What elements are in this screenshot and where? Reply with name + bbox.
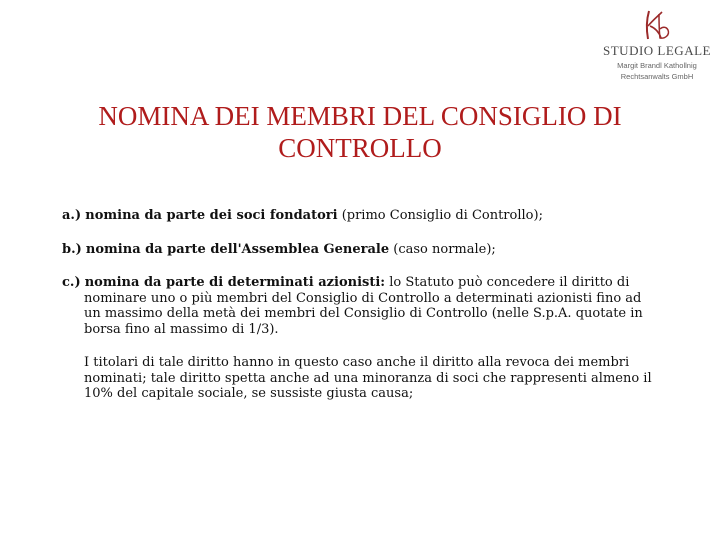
list-item-marker: a.) <box>62 208 82 223</box>
list-item-lead: nomina da parte di determinati azionisti: <box>84 275 386 290</box>
list-item-marker: c.) <box>62 275 81 290</box>
list-item-text: lo Statuto può concedere il diritto di nominare uno o più membri del Consiglio di Controllo a determinati azionisti fino ad un massimo della metà dei membri del Consiglio di Controllo (nelle S.p.A. quotate in borsa fino al massimo di 1/3). <box>84 275 643 337</box>
page-title <box>40 100 680 164</box>
list-item-lead: nomina da parte dei soci fondatori <box>85 208 338 223</box>
note-paragraph: I titolari di tale diritto hanno in questo caso anche il diritto alla revoca dei membri nominati; tale diritto spetta anche ad una minoranza di soci che rappresenti almeno il 10% del capitale sociale, se sussiste giusta causa; <box>84 355 652 401</box>
list-item-b <box>62 242 662 258</box>
logo-subtitle-line-2: Rechtsanwalts GmbH <box>620 72 694 81</box>
list-item-c <box>62 275 662 337</box>
page-title-line-2: CONTROLLO <box>278 133 442 163</box>
logo-subtitle-line-1: Margit Brandl Kathollnig <box>617 61 697 70</box>
list-item-text: (primo Consiglio di Controllo); <box>341 208 543 223</box>
page-title-line-1: NOMINA DEI MEMBRI DEL CONSIGLIO DI <box>98 101 622 131</box>
kb-monogram-logo-icon <box>637 8 677 42</box>
list-item-marker: b.) <box>62 241 82 257</box>
list-item-text: (caso normale); <box>393 241 496 257</box>
content-body <box>62 208 662 402</box>
studio-logo <box>598 8 716 81</box>
list-item-a <box>62 208 662 224</box>
list-item-lead: nomina da parte dell'Assemblea Generale <box>85 241 390 257</box>
logo-name: STUDIO LEGALE <box>603 43 711 58</box>
